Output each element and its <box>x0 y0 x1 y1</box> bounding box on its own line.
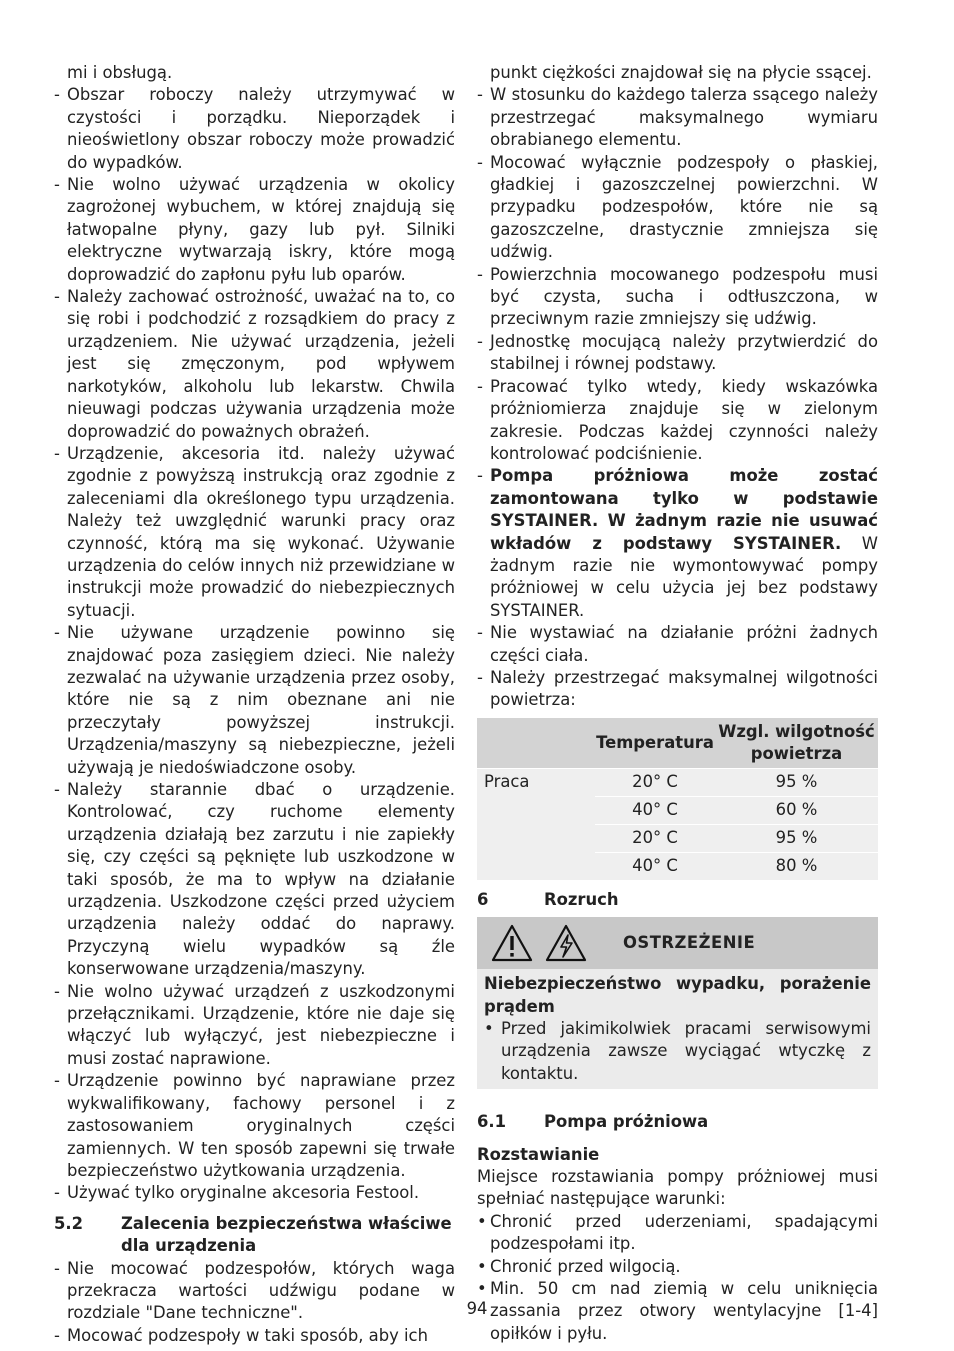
warning-box <box>477 917 878 1089</box>
warning-body <box>477 969 878 1089</box>
list-item: - Należy zachować ostrożność, uważać na to, co się robi i podchodzić z rozsądkiem do pracy z urządzeniem. Nie używać urządzenia, jeżeli jest się zmęczonym, pod wpływem narkotyków, alkoholu lub lekarstw. Chwila nieuwagi podczas używania urządzenia może doprowadzić do poważnych obrażeń. <box>54 286 455 443</box>
section-number: 6 <box>477 889 489 909</box>
list-item: - Urządzenie, akcesoria itd. należy używać zgodnie z powyższą instrukcją oraz zgodnie z zaleceniami dla określonego typu urządzenia. Należy też uwzględnić warunki pracy oraz czynność, którą ma się wykonać. Używanie urządzenia do celów innych niż przewidziane w instrukcji może prowadzić do niebezpiecznych sytuacji. <box>54 443 455 622</box>
setup-bullet: • Chronić przed wilgocią. <box>477 1256 878 1278</box>
list-item: - Należy przestrzegać maksymalnej wilgotności powietrza: <box>477 667 878 712</box>
setup-text: Miejsce rozstawiania pompy próżniowej musi spełniać następujące warunki: <box>477 1167 878 1209</box>
table-cell: 20° C <box>595 768 715 796</box>
list-item: - Nie mocować podzespołów, których waga przekracza wartości udźwigu podane w rozdziale "Dane techniczne". <box>54 1258 455 1325</box>
left-column <box>54 62 455 1347</box>
table-cell: 60 % <box>715 796 878 824</box>
list-item: - Obszar roboczy należy utrzymywać w czystości i porządku. Nieporządek i nieoświetlony obszar roboczy może prowadzić do wypadków. <box>54 84 455 174</box>
warning-header <box>477 917 878 969</box>
section-heading-6-1 <box>477 1111 878 1133</box>
bold-warning-text: Pompa próżniowa może zostać zamontowana tylko w podstawie SYSTAINER. W żadnym razie nie usuwać wkładów z podstawy SYSTAINER. <box>490 466 878 553</box>
table-cell: 80 % <box>715 852 878 880</box>
table-cell: 95 % <box>715 824 878 852</box>
warning-bullet: • Przed jakimikolwiek pracami serwisowymi urządzenia zawsze wyciągać wtyczkę z kontaktu. <box>484 1018 871 1085</box>
list-item: - Urządzenie powinno być naprawiane przez wykwalifikowany, fachowy personel i z zastosowaniem oryginalnych części zamiennych. W ten sposób zapewni się trwałe bezpieczeństwo użytkowania urządzenia. <box>54 1070 455 1182</box>
list-item: - Należy starannie dbać o urządzenie. Kontrolować, czy ruchome elementy urządzenia działają bez zarzutu i nie zapiekły się, czy części są pęknięte lub uszkodzone w taki sposób, że ma to wpływ na działanie urządzenia. Uszkodzone części przed użyciem urządzenia należy oddać do naprawy. Przyczyną wielu wypadków są źle konserwowane urządzenia/maszyny. <box>54 779 455 981</box>
list-item: - Nie używane urządzenie powinno się znajdować poza zasięgiem dzieci. Nie należy zezwalać na używanie urządzenia przez osoby, które nie są z nim obeznane ani nie przeczytały powyższej instrukcji. Urządzenia/maszyny są niebezpieczne, jeżeli używają je niedoświadczone osoby. <box>54 622 455 779</box>
section-title: Rozruch <box>544 889 619 909</box>
warning-heading: Niebezpieczeństwo wypadku, porażenie prądem <box>484 974 871 1016</box>
table-row-label: Praca <box>477 768 595 880</box>
list-item: - Mocować wyłącznie podzespoły o płaskiej, gładkiej i gazoszczelnej powierzchni. W przypadku podzespołów, które nie są gazoszczelne, drastycznie zmniejsza się udźwig. <box>477 152 878 264</box>
normal-text: W żadnym razie nie wymontowywać pompy próżniowej w celu użycia jej bez podstawy SYSTAINER. <box>490 533 879 620</box>
table-cell: 95 % <box>715 768 878 796</box>
section-number: 6.1 <box>477 1112 507 1132</box>
setup-heading: Rozstawianie <box>477 1144 600 1164</box>
list-item: - Używać tylko oryginalne akcesoria Festool. <box>54 1182 455 1204</box>
list-item: - Jednostkę mocującą należy przytwierdzić do stabilnej i równej podstawy. <box>477 331 878 376</box>
section-heading-5-2 <box>54 1213 455 1258</box>
table-row <box>477 768 878 796</box>
section-title: Zalecenia bezpieczeństwa właściwe dla urządzenia <box>121 1213 452 1256</box>
list-item-bold <box>477 465 878 622</box>
list-item: - Nie wolno używać urządzeń z uszkodzonymi przełącznikami. Urządzenie, które nie daje się włączyć lub wyłączyć, jest niebezpieczne i musi zostać naprawione. <box>54 981 455 1071</box>
list-item: - Powierzchnia mocowanego podzespołu musi być czysta, sucha i odtłuszczona, w przeciwnym razie zmniejszy się udźwig. <box>477 264 878 331</box>
warning-title: OSTRZEŻENIE <box>623 932 756 952</box>
table-cell: 20° C <box>595 824 715 852</box>
list-item: - W stosunku do każdego talerza ssącego należy przestrzegać maksymalnego wymiaru obrabianego elementu. <box>477 84 878 151</box>
table-header-temperature: Temperatura <box>595 718 715 769</box>
table-cell: 40° C <box>595 796 715 824</box>
continued-text: punkt ciężkości znajdował się na płycie ssącej. <box>490 63 872 82</box>
warning-triangle-icon <box>491 924 533 962</box>
table-header-humidity: Wzgl. wilgotność powietrza <box>715 718 878 769</box>
setup-bullet: • Chronić przed uderzeniami, spadającymi podzespołami itp. <box>477 1211 878 1256</box>
humidity-table <box>477 718 878 880</box>
continued-text: mi i obsługą. <box>67 63 173 82</box>
setup-bullet: • Min. 50 cm nad ziemią w celu uniknięcia zassania przez otwory wentylacyjne [1-4] opiłków i pyłu. <box>477 1278 878 1345</box>
electric-shock-icon <box>545 924 587 962</box>
list-item: - Nie wystawiać na działanie próżni żadnych części ciała. <box>477 622 878 667</box>
right-column <box>477 62 878 1345</box>
section-title: Pompa próżniowa <box>544 1112 709 1132</box>
list-item: - Pracować tylko wtedy, kiedy wskazówka próżniomierza znajduje się w zielonym zakresie. Podczas każdej czynności należy kontrolować podciśnienie. <box>477 376 878 466</box>
list-item: - Nie wolno używać urządzenia w okolicy zagrożonej wybuchem, w której znajdują się łatwopalne płyny, gazy lub pył. Silniki elektryczne wytwarzają iskry, które mogą doprowadzić do zapłonu pyłu lub oparów. <box>54 174 455 286</box>
list-item: - Mocować podzespoły w taki sposób, aby ich <box>54 1325 455 1347</box>
section-heading-6 <box>477 889 878 911</box>
page-number: 94 <box>466 1299 488 1318</box>
table-cell: 40° C <box>595 852 715 880</box>
table-header <box>477 718 595 769</box>
warning-icons <box>477 924 623 962</box>
section-number: 5.2 <box>54 1213 84 1233</box>
